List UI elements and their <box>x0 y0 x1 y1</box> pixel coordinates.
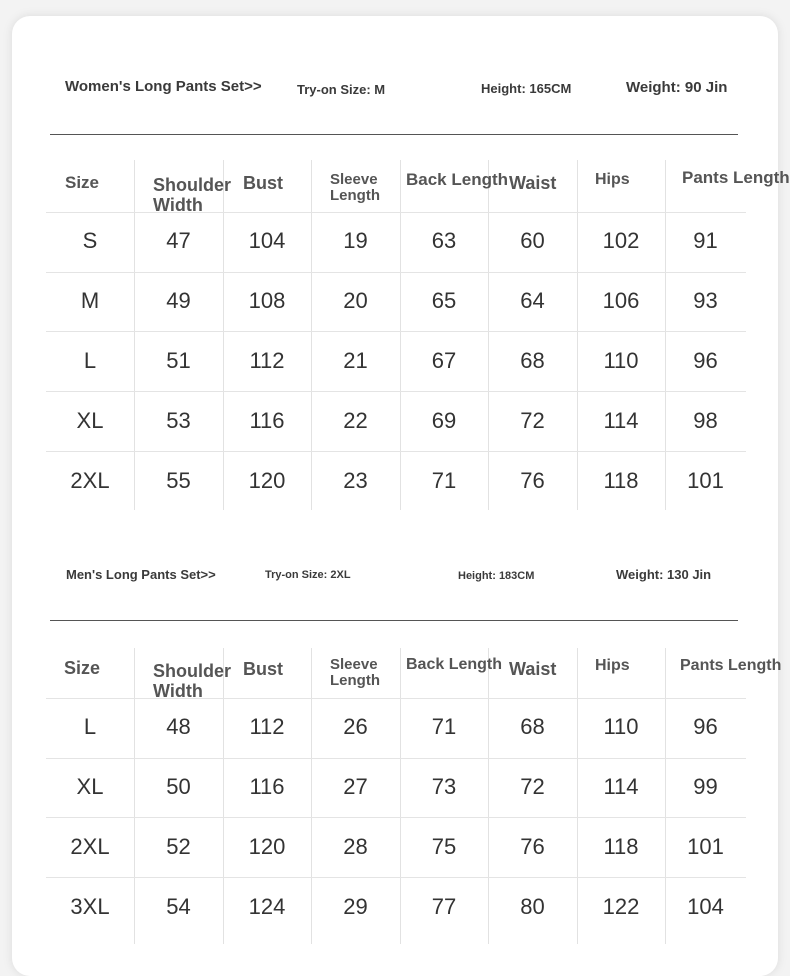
women-try-on-size: Try-on Size: M <box>297 82 386 97</box>
cell-hips: 110 <box>603 714 639 739</box>
cell-hips: 122 <box>602 894 640 919</box>
cell-size: XL <box>76 408 104 433</box>
cell-back-length: 69 <box>431 408 457 433</box>
header-size: Size <box>64 658 101 678</box>
cell-back-length: 63 <box>431 228 457 253</box>
cell-pants-length: 91 <box>693 228 718 253</box>
cell-shoulder-width: 49 <box>166 288 191 313</box>
cell-size: L <box>83 348 97 373</box>
women-model-weight: Weight: 90 Jin <box>626 79 728 96</box>
header-sleeve-length: Sleeve Length <box>330 656 380 689</box>
header-shoulder-width: Shoulder Width <box>153 661 232 701</box>
cell-shoulder-width: 51 <box>166 348 191 373</box>
cell-bust: 120 <box>248 834 286 859</box>
cell-waist: 68 <box>520 348 545 373</box>
cell-hips: 114 <box>603 774 639 799</box>
men-model-height: Height: 183CM <box>458 570 535 582</box>
men-model-weight: Weight: 130 Jin <box>616 567 712 582</box>
cell-shoulder-width: 50 <box>166 774 191 799</box>
cell-pants-length: 99 <box>693 774 718 799</box>
cell-size: XL <box>76 774 104 799</box>
header-bust: Bust <box>243 659 283 679</box>
cell-shoulder-width: 52 <box>166 834 191 859</box>
cell-shoulder-width: 53 <box>166 408 191 433</box>
men-section-title: Men's Long Pants Set>> <box>66 567 216 582</box>
header-back-length: Back Length <box>406 656 503 673</box>
cell-size: L <box>83 714 97 739</box>
row-divider <box>46 331 746 332</box>
cell-shoulder-width: 47 <box>166 228 191 253</box>
row-divider <box>46 817 746 818</box>
cell-pants-length: 96 <box>693 714 718 739</box>
cell-size: 2XL <box>70 834 110 859</box>
cell-bust: 124 <box>248 894 286 919</box>
cell-sleeve-length: 23 <box>343 468 368 493</box>
cell-hips: 110 <box>603 348 639 373</box>
women-section-title: Women's Long Pants Set>> <box>65 78 262 95</box>
header-waist: Waist <box>509 659 557 679</box>
cell-waist: 72 <box>520 774 545 799</box>
cell-back-length: 67 <box>431 348 457 373</box>
cell-back-length: 65 <box>431 288 457 313</box>
header-hips: Hips <box>595 171 630 188</box>
header-hips: Hips <box>595 657 630 674</box>
cell-back-length: 71 <box>431 468 457 493</box>
cell-hips: 102 <box>602 228 640 253</box>
cell-waist: 60 <box>520 228 545 253</box>
size-chart-card <box>12 16 778 976</box>
header-pants-length: Pants Length <box>682 168 790 187</box>
cell-back-length: 77 <box>431 894 457 919</box>
header-pants-length: Pants Length <box>680 657 782 674</box>
cell-back-length: 73 <box>431 774 457 799</box>
cell-hips: 106 <box>602 288 640 313</box>
cell-pants-length: 101 <box>687 468 724 493</box>
cell-bust: 104 <box>248 228 286 253</box>
cell-waist: 76 <box>520 468 545 493</box>
cell-sleeve-length: 19 <box>343 228 368 253</box>
cell-waist: 72 <box>520 408 545 433</box>
women-model-height: Height: 165CM <box>481 81 572 96</box>
cell-bust: 108 <box>248 288 286 313</box>
cell-sleeve-length: 22 <box>343 408 368 433</box>
cell-size: M <box>80 288 100 313</box>
cell-bust: 112 <box>249 348 285 373</box>
cell-hips: 114 <box>603 408 639 433</box>
cell-waist: 76 <box>520 834 545 859</box>
header-bust: Bust <box>243 173 283 193</box>
cell-back-length: 75 <box>431 834 457 859</box>
row-divider <box>46 451 746 452</box>
cell-waist: 64 <box>520 288 545 313</box>
cell-shoulder-width: 55 <box>166 468 191 493</box>
cell-waist: 68 <box>520 714 545 739</box>
cell-sleeve-length: 26 <box>343 714 368 739</box>
cell-pants-length: 104 <box>687 894 724 919</box>
cell-bust: 120 <box>248 468 286 493</box>
cell-waist: 80 <box>520 894 545 919</box>
cell-sleeve-length: 28 <box>343 834 368 859</box>
cell-bust: 112 <box>249 714 285 739</box>
cell-size: 3XL <box>70 894 110 919</box>
men-separator <box>50 620 738 621</box>
row-divider <box>46 877 746 878</box>
cell-pants-length: 101 <box>687 834 724 859</box>
cell-size: 2XL <box>70 468 110 493</box>
header-back-length: Back Length <box>406 170 509 189</box>
cell-pants-length: 98 <box>693 408 718 433</box>
row-divider <box>46 272 746 273</box>
cell-sleeve-length: 21 <box>343 348 368 373</box>
cell-sleeve-length: 20 <box>343 288 368 313</box>
cell-pants-length: 96 <box>693 348 718 373</box>
cell-back-length: 71 <box>431 714 457 739</box>
cell-pants-length: 93 <box>693 288 718 313</box>
cell-bust: 116 <box>249 408 285 433</box>
cell-sleeve-length: 27 <box>343 774 368 799</box>
cell-hips: 118 <box>603 834 639 859</box>
men-try-on-size: Try-on Size: 2XL <box>265 569 351 581</box>
header-shoulder-width: Shoulder Width <box>153 175 232 215</box>
women-separator <box>50 134 738 135</box>
row-divider <box>46 391 746 392</box>
cell-sleeve-length: 29 <box>343 894 368 919</box>
cell-size: S <box>82 228 98 253</box>
cell-shoulder-width: 48 <box>166 714 191 739</box>
row-divider <box>46 212 746 213</box>
header-waist: Waist <box>509 173 557 193</box>
cell-shoulder-width: 54 <box>166 894 191 919</box>
cell-bust: 116 <box>249 774 285 799</box>
header-size: Size <box>65 173 100 192</box>
header-sleeve-length: Sleeve Length <box>330 171 380 204</box>
row-divider <box>46 698 746 699</box>
cell-hips: 118 <box>603 468 639 493</box>
row-divider <box>46 758 746 759</box>
